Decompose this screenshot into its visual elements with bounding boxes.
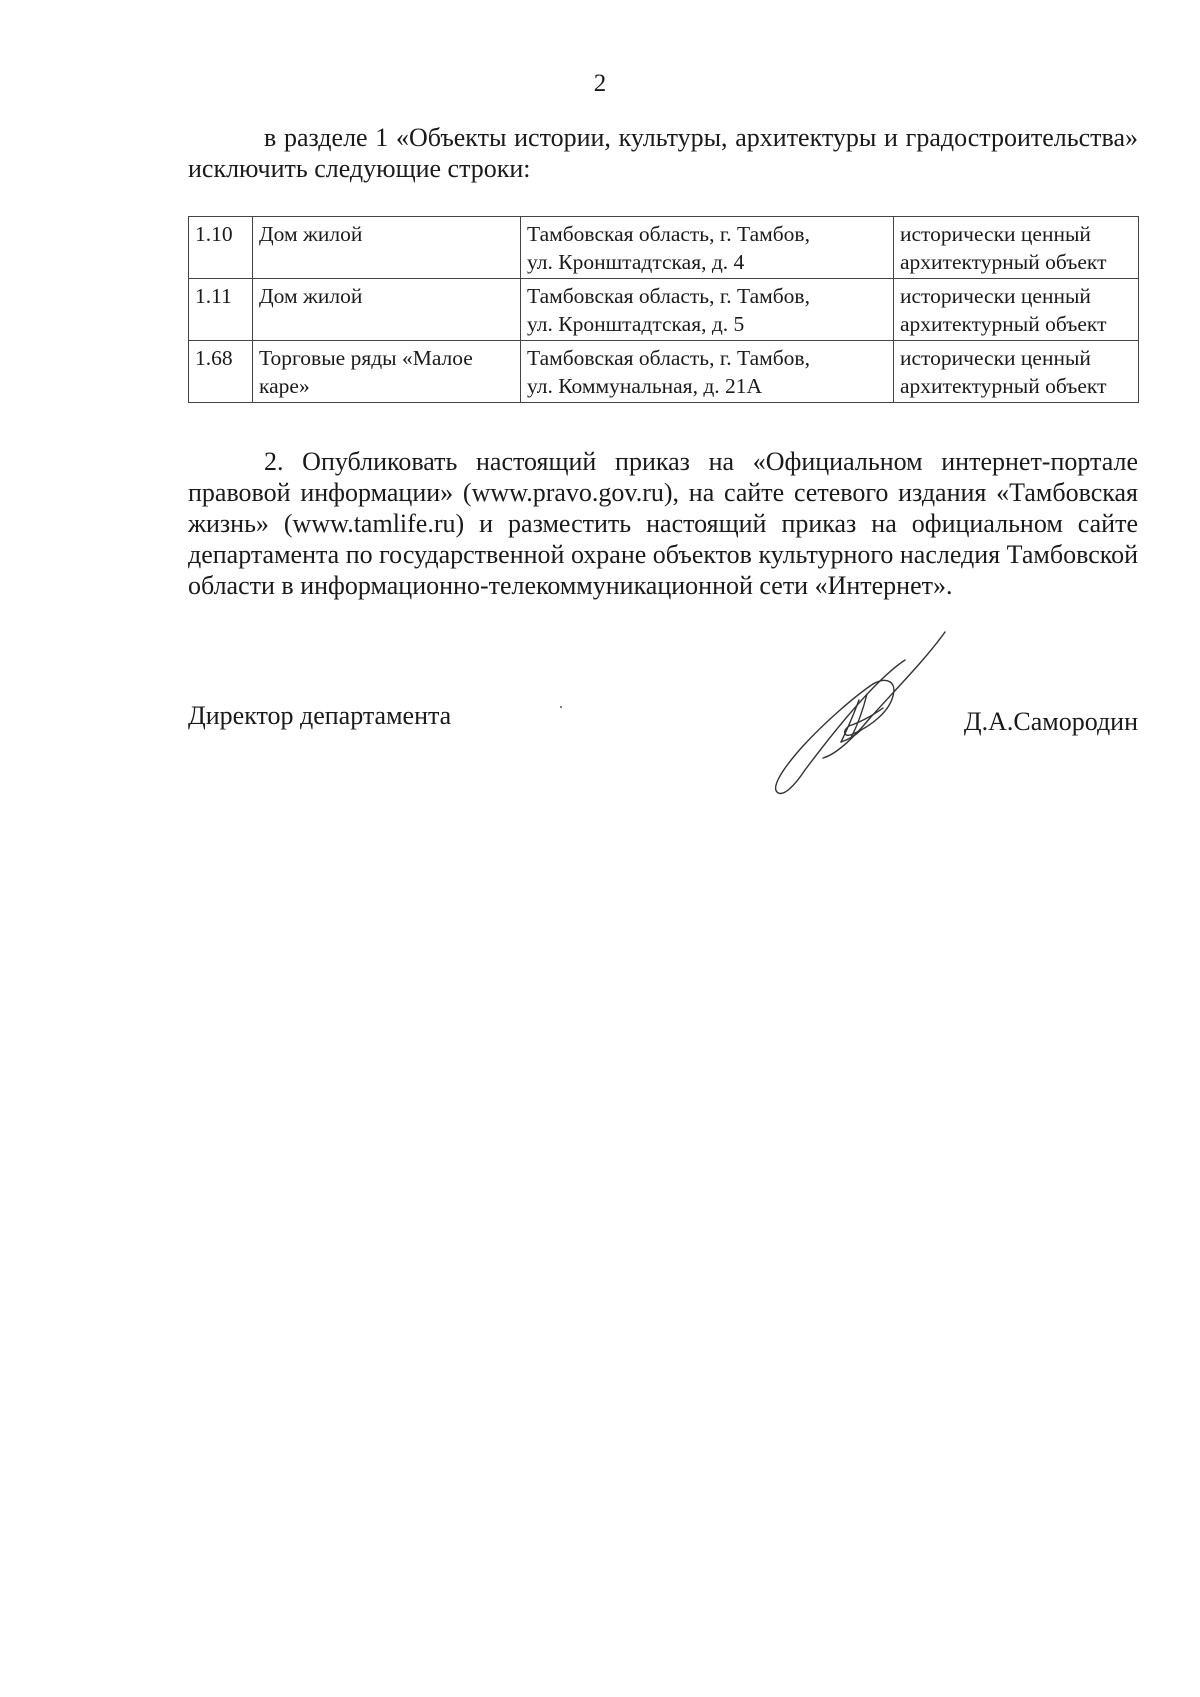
category-cell — [894, 341, 1139, 403]
address-line: Тамбовская область, г. Тамбов, — [527, 284, 810, 308]
scan-speck — [560, 706, 562, 708]
row-number-cell: 1.68 — [189, 341, 253, 403]
excluded-objects-table — [188, 216, 1139, 403]
row-number-cell: 1.10 — [189, 217, 253, 279]
category-line: исторически ценный — [900, 346, 1091, 370]
address-cell — [521, 279, 894, 341]
table-row — [189, 217, 1139, 279]
address-line: Тамбовская область, г. Тамбов, — [527, 222, 810, 246]
object-name-cell: Торговые ряды «Малое каре» — [253, 341, 521, 403]
page-number: 2 — [593, 70, 607, 97]
address-line: Тамбовская область, г. Тамбов, — [527, 346, 810, 370]
category-line: архитектурный объект — [900, 312, 1107, 336]
publish-paragraph: 2. Опубликовать настоящий приказ на «Официальном интернет-портале правовой информации» (www.pravo.gov.ru), на сайте сетевого издания «Тамбовская жизнь» (www.tamlife.ru) и разместить настоящий приказ на официальном сайте департамента по государственной охране объектов культурного наследия Тамбовской области в информационно-телекоммуникационной сети «Интернет». — [188, 447, 1138, 600]
category-line: архитектурный объект — [900, 250, 1107, 274]
object-name-cell: Дом жилой — [253, 217, 521, 279]
address-line: ул. Коммунальная, д. 21А — [527, 374, 763, 398]
object-name-cell: Дом жилой — [253, 279, 521, 341]
address-cell — [521, 341, 894, 403]
signatory-title: Директор департамента — [188, 701, 452, 730]
signatory-name: Д.А.Самородин — [963, 707, 1138, 736]
row-number-cell: 1.11 — [189, 279, 253, 341]
address-line: ул. Кронштадтская, д. 5 — [527, 312, 745, 336]
category-cell — [894, 279, 1139, 341]
category-line: исторически ценный — [900, 284, 1091, 308]
category-line: исторически ценный — [900, 222, 1091, 246]
address-cell — [521, 217, 894, 279]
handwritten-signature-icon — [755, 630, 955, 800]
table-row — [189, 341, 1139, 403]
category-cell — [894, 217, 1139, 279]
address-line: ул. Кронштадтская, д. 4 — [527, 250, 745, 274]
table-row — [189, 279, 1139, 341]
category-line: архитектурный объект — [900, 374, 1107, 398]
intro-paragraph: в разделе 1 «Объекты истории, культуры, архитектуры и градостроительства» исключить следующие строки: — [188, 123, 1138, 183]
